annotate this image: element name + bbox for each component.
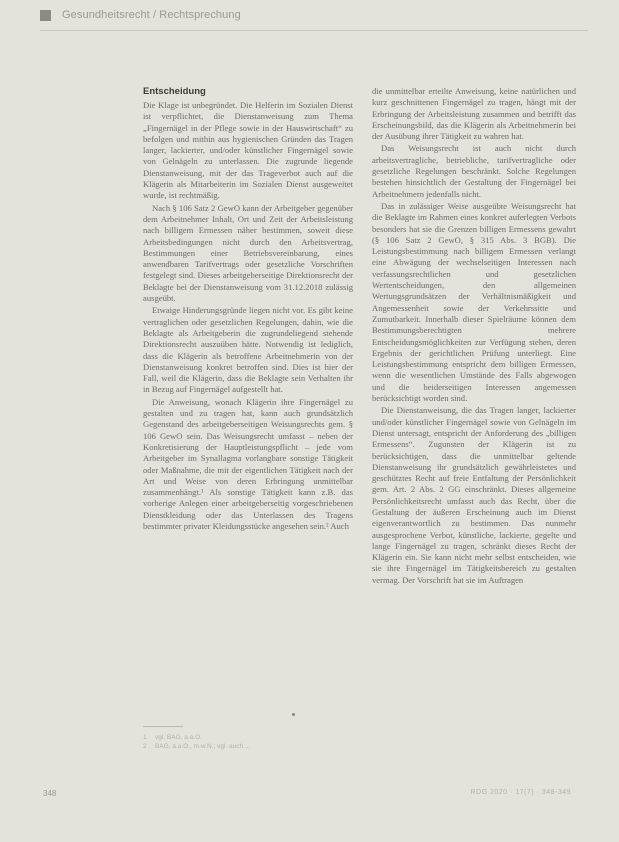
paragraph: Etwaige Hinderungsgründe liegen nicht vor. Es gibt keine vertraglichen oder gesetzlichen Regelungen, dahin, wie die Beklagte als Arbeitgeberin die zugrundeliegend stehende Direktionsrecht auszuüben hätte. Notwendig ist lediglich, dass die Klägerin als betroffene Arbeitnehmerin von der Dienstanweisung konkret betroffen sind. Dies ist hier der Fall, weil die Klägerin, dass die Beklagte sein Verhalten ihr in Bezug auf Fingernägel aufgestellt hat. (143, 305, 353, 395)
footnote (143, 742, 343, 751)
section-heading: Entscheidung (143, 86, 206, 97)
paragraph: Das in zulässiger Weise ausgeübte Weisungsrecht hat die Beklagte im Rahmen eines konkret auferlegten Verbots besonders hat sie die Grenzen billigen Ermessens gewahrt (§ 106 Satz 2 GewO, § 315 Abs. 3 BGB). Die Leistungsbestimmung nach billigem Ermessen verlangt eine Abwägung der wechselseitigen Interessen nach verfassungsrechtlichen und gesetzlichen Wertentscheidungen, den allgemeinen Wertungsgrundsätzen der Verhältnismäßigkeit und Angemessenheit sowie der Verkehrssitte und Zumutbarkeit. Innerhalb dieser Spielräume können dem Bestimmungsberechtigten mehrere Entscheidungsmöglichkeiten zur Verfügung stehen, deren Ergebnis der gerichtlichen Prüfung unterliegt. Eine Leistungsbestimmung entspricht dem billigen Ermessen, wenn die wesentlichen Umstände des Falls abgewogen und die beiderseitigen Interessen angemessen berücksichtigt worden sind. (372, 200, 576, 404)
paragraph: Die Klage ist unbegründet. Die Helferin im Sozialen Dienst ist verpflichtet, die Dienstanweisung zum Thema „Fingernägel in der Pflege sowie in der Hauswirtschaft“ zu befolgen und mithin aus hygienischen Gründen das Tragen langer, lackierter, und/oder künstlicher Fingernägel sowie von Gelnägeln zu unterlassen. Die zugrunde liegende Dienstanweisung, mit der das Trageverbot auch auf die Klägerin als Mitarbeiterin im Sozialen Dienst ausgeweitet wurde, ist rechtmäßig. (143, 100, 353, 201)
footnote (143, 733, 343, 742)
paragraph: Die Dienstanweisung, die das Tragen langer, lackierter und/oder künstlicher Fingernägel sowie von Gelnägeln im Dienst untersagt, entspricht der Anforderung des „billigen Ermessens“. Zugunsten der Klägerin ist zu berücksichtigen, dass die unmittelbar geltende Dienstanweisung ihr grundsätzlich gewährleistetes und geschütztes Recht auf freie Entfaltung der Persönlichkeit gem. Art. 2 Abs. 2 GG einschränkt. Dieses allgemeine Persönlichkeitsrecht umfasst auch das Recht, über die Gestaltung der äußeren Erscheinung auch im Dienst eigenverantwortlich zu bestimmen. Das nunmehr ausgesprochene Verbot, künstliche, lackierte, gegelte und lange Fingernägel zu tragen, schränkt dieses Recht der Klägerin ein. Sie kann nicht mehr selbst entscheiden, wie sie ihre Fingernägel im Tätigkeitsbereich zu gestalten vermag. Der Vorschrift hat sie im Auftragen (372, 405, 576, 585)
paragraph: Nach § 106 Satz 2 GewO kann der Arbeitgeber gegenüber dem Arbeitnehmer Inhalt, Ort und Zeit der Arbeitsleistung nach billigem Ermessen näher bestimmen, soweit diese Arbeitsbedingungen nicht durch den Arbeitsvertrag, Bestimmungen einer Betriebsvereinbarung, eines anwendbaren Tarifvertrags oder gesetzliche Vorschriften festgelegt sind. Dieses arbeitgeberseitige Direktionsrecht der Beklagte bei der Dienstanweisung vom 31.12.2018 zulässig ausgeübt. (143, 202, 353, 304)
footnote-text: vgl. BAG, a.a.O. (155, 734, 202, 741)
paragraph: Die Anweisung, wonach Klägerin ihre Fingernägel zu gestalten und zu tragen hat, kann auch grundsätzlich Gegenstand des arbeitgeberseitigen Weisungsrechts gem. § 106 GewO sein. Das Weisungsrecht umfasst – neben der Konkretisierung der Hauptleistungspflicht – jede vom Arbeitgeber im Synallagma vorlangbare sonstige Tätigkeit oder Maßnahme, die mit der eigentlichen Tätigkeit nach der Art und Weise von deren Erbringung unmittelbar zusammenhängt.¹ Als sonstige Tätigkeit kann z.B. das vorherige Anlegen einer arbeitgeberseitig vorgeschriebenen Dienstkleidung oder das Unterlassen des Tragens bestimmter privater Kleidungsstücke angesehen sein.² Auch (143, 396, 353, 531)
section-title: Gesundheitsrecht / Rechtsprechung (62, 9, 241, 21)
paragraph: Das Weisungsrecht ist auch nicht durch arbeitsvertragliche, betriebliche, tarifvertragliche oder gesetzliche Regelungen beschränkt. Solche Regelungen bestehen hinsichtlich der Gestaltung der Fingernägel bei Arbeitnehmern jedenfalls nicht. (372, 143, 576, 199)
footnote-text: BAG, a.a.O., m.w.N.; vgl. auch ... (155, 743, 251, 750)
section-marker-icon (40, 10, 51, 21)
bullet-marker (292, 713, 295, 716)
footnote-number: 2 (143, 743, 147, 750)
right-column (372, 86, 576, 586)
page-header (0, 0, 619, 34)
footnote-divider (143, 726, 183, 727)
journal-reference: RDG 2020 · 17(7) · 348-349 (470, 789, 571, 796)
footnotes (143, 733, 343, 751)
page-number: 348 (43, 789, 57, 798)
footnote-number: 1 (143, 734, 147, 741)
left-column (143, 86, 353, 532)
paragraph: die unmittelbar erteilte Anweisung, keine natürlichen und kurz geschnittenen Fingernägel zu tragen, hängt mit der Erbringung der Arbeitsleistung zusammen und betrifft das Erscheinungsbild, das die Klägerin als Arbeitnehmerin bei der Ausübung ihrer Tätigkeit zu wahren hat. (372, 86, 576, 142)
header-divider (40, 30, 588, 31)
